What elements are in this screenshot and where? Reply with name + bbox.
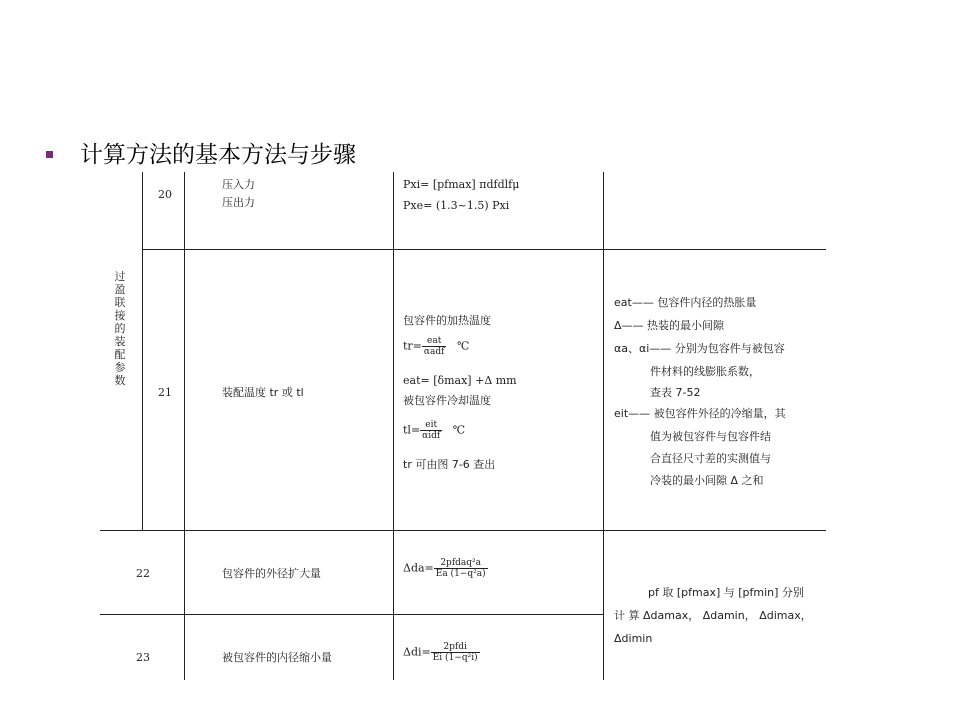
formula-eat: eat= [δmax] +Δ mm: [403, 374, 517, 387]
row-number: 21: [158, 386, 172, 399]
note-line: Δ—— 热装的最小间隙: [614, 319, 725, 332]
note-line: Δdimin: [614, 632, 653, 645]
formula-line: Pxi= [pfmax] πdfdlfμ: [403, 178, 520, 191]
formula-text: 包容件的加热温度: [403, 314, 491, 327]
note-line: 件材料的线膨胀系数，: [650, 365, 760, 378]
formula-tr: [403, 336, 469, 357]
note-line: pf 取 [pfmax] 与 [pfmin] 分别: [648, 586, 804, 599]
fraction-numerator: 2pfdi: [431, 642, 480, 653]
unit: ℃: [456, 339, 470, 353]
fraction-numerator: eat: [422, 336, 447, 347]
formula-part: tl=: [403, 423, 421, 437]
fraction-denominator: αadf: [423, 347, 445, 357]
item-label: 压入力: [222, 178, 255, 191]
fraction-denominator: αidf: [422, 431, 441, 441]
fraction-numerator: 2pfdaq²a: [434, 558, 488, 569]
formula-da: [403, 558, 488, 579]
note-line: αa、αi—— 分别为包容件与被包容: [614, 342, 785, 355]
col-divider: [142, 172, 143, 530]
item-label: 包容件的外径扩大量: [222, 567, 321, 580]
note-line: 合直径尺寸差的实测值与: [650, 452, 771, 465]
formula-text: 被包容件冷却温度: [403, 394, 491, 407]
row-number: 23: [136, 651, 150, 664]
formula-part: Δdi=: [403, 645, 431, 659]
row-divider: [142, 249, 826, 250]
formula-part: Δda=: [403, 561, 434, 575]
formula-part: tr=: [403, 339, 422, 353]
category-label: 过盈联接的装配参数: [114, 270, 126, 387]
note-line: 冷装的最小间隙 Δ 之和: [650, 474, 764, 487]
note-line: 计 算 Δdamax， Δdamin， Δdimax，: [614, 609, 812, 622]
item-label: 压出力: [222, 196, 255, 209]
fraction: [431, 642, 480, 663]
formula-text: tr 可由图 7-6 查出: [403, 458, 496, 471]
row-divider: [100, 614, 603, 615]
note-line: eit—— 被包容件外径的冷缩量，其: [614, 407, 786, 420]
formula-line: Pxe= (1.3~1.5) Pxi: [403, 199, 510, 212]
fraction: [420, 420, 442, 441]
row-number: 20: [158, 188, 172, 201]
fraction-denominator: Ea (1−q²a): [435, 569, 486, 579]
item-label: 装配温度 tr 或 tl: [222, 386, 304, 399]
fraction-denominator: Ei (1−q²i): [432, 653, 478, 663]
formula-di: [403, 642, 480, 663]
formula-tl: [403, 420, 465, 441]
fraction-numerator: eit: [420, 420, 442, 431]
row-number: 22: [136, 567, 150, 580]
fraction: [422, 336, 447, 357]
note-line: 查表 7-52: [650, 386, 701, 399]
note-line: 值为被包容件与包容件结: [650, 430, 771, 443]
unit: ℃: [452, 423, 466, 437]
note-line: eat—— 包容件内径的热胀量: [614, 296, 757, 309]
row-divider: [100, 530, 826, 531]
item-label: 被包容件的内径缩小量: [222, 651, 332, 664]
fraction: [434, 558, 488, 579]
slide-heading: 计算方法的基本方法与步骤: [80, 142, 356, 168]
